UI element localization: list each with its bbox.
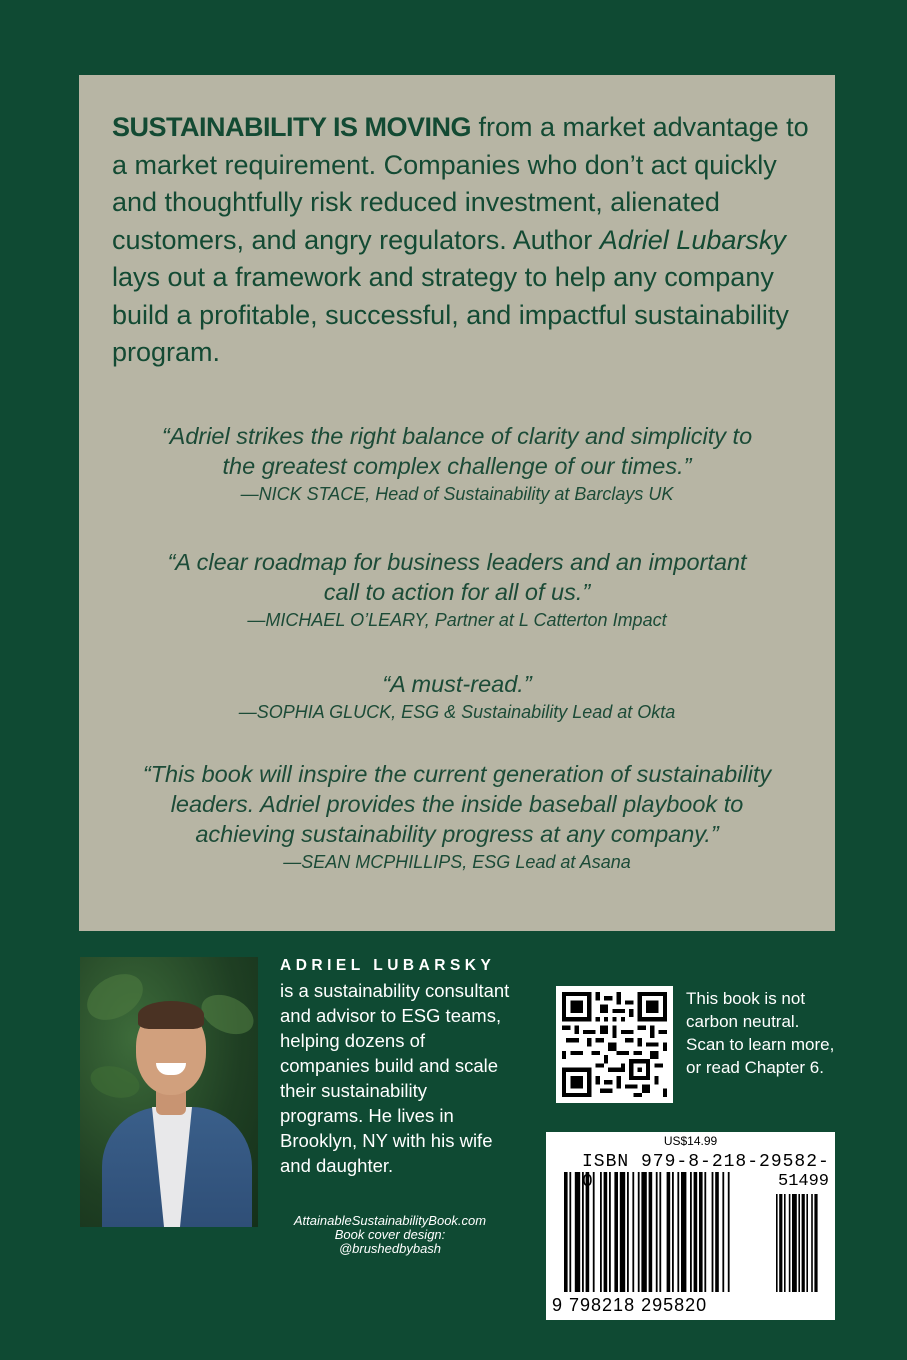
endorsement-2 — [79, 547, 835, 633]
quote-line: “This book will inspire the current generation of sustainability — [142, 761, 772, 787]
quote-line: “Adriel strikes the right balance of clarity and simplicity to — [161, 423, 753, 449]
cover-design-label: Book cover design: — [334, 1227, 446, 1242]
quote-attribution — [79, 607, 835, 633]
endorser-role: , Head of Sustainability at Barclays UK — [365, 484, 674, 504]
endorser-name: —MICHAEL O’LEARY — [247, 610, 425, 630]
quote-attribution — [79, 481, 835, 507]
price-supplement-code: 51499 — [778, 1172, 830, 1191]
quote-attribution — [79, 699, 835, 725]
qr-code[interactable] — [556, 986, 673, 1103]
qr-code-icon — [562, 992, 667, 1097]
qr-note: This book is not carbon neutral. Scan to learn more, or read Chapter 6. — [686, 989, 835, 1077]
website-url: AttainableSustainabilityBook.com — [293, 1213, 487, 1228]
endorsement-4 — [79, 759, 835, 875]
quote-line: the greatest complex challenge of our times.” — [222, 453, 692, 479]
author-bio-text: is a sustainability consultant and advisor to ESG teams, helping dozens of companies build and scale their sustainability programs. He lives in Brooklyn, NY with his wife and daughter. — [280, 980, 510, 1176]
barcode-icon — [564, 1172, 824, 1294]
endorsement-1 — [79, 421, 835, 507]
blurb-text-1: from a market advantage to a market requirement. Companies who don’t act quickly and thoughtfully risk reduced investment, alienated customers, and angry regulators. Author — [112, 112, 809, 255]
endorser-name: —NICK STACE — [240, 484, 366, 504]
cover-designer: @brushedbybash — [338, 1241, 442, 1256]
quote-line: “A clear roadmap for business leaders and an important — [167, 549, 747, 575]
endorser-role: , ESG & Sustainability Lead at Okta — [391, 702, 676, 722]
endorser-name: —SEAN MCPHILLIPS — [283, 852, 463, 872]
author-photo — [80, 957, 258, 1227]
book-description — [112, 109, 812, 372]
endorser-role: , Partner at L Catterton Impact — [424, 610, 667, 630]
author-bio — [280, 953, 515, 1178]
blurb-text-2: lays out a framework and strategy to help any company build a profitable, successful, and impactful sustainability program. — [112, 262, 789, 367]
blurb-lead: SUSTAINABILITY IS MOVING — [112, 112, 472, 142]
endorser-role: , ESG Lead at Asana — [462, 852, 631, 872]
blurb-panel — [79, 75, 835, 931]
quote-line: call to action for all of us.” — [323, 579, 591, 605]
price: US$14.99 — [663, 1134, 718, 1148]
isbn-text: ISBN 979-8-218-29582- — [582, 1152, 830, 1172]
quote-attribution — [79, 849, 835, 875]
quote-line: achieving sustainability progress at any company.” — [195, 821, 719, 847]
quote-line: leaders. Adriel provides the inside baseball playbook to — [170, 791, 744, 817]
quote-line: “A must-read.” — [382, 671, 532, 697]
credits — [250, 1214, 530, 1256]
barcode-box — [546, 1132, 835, 1320]
blurb-author-name: Adriel Lubarsky — [599, 224, 786, 255]
author-name: ADRIEL LUBARSKY — [280, 957, 496, 974]
endorser-name: —SOPHIA GLUCK — [238, 702, 392, 722]
ean-number: 9 798218 295820 — [552, 1295, 708, 1315]
endorsement-3 — [79, 669, 835, 725]
